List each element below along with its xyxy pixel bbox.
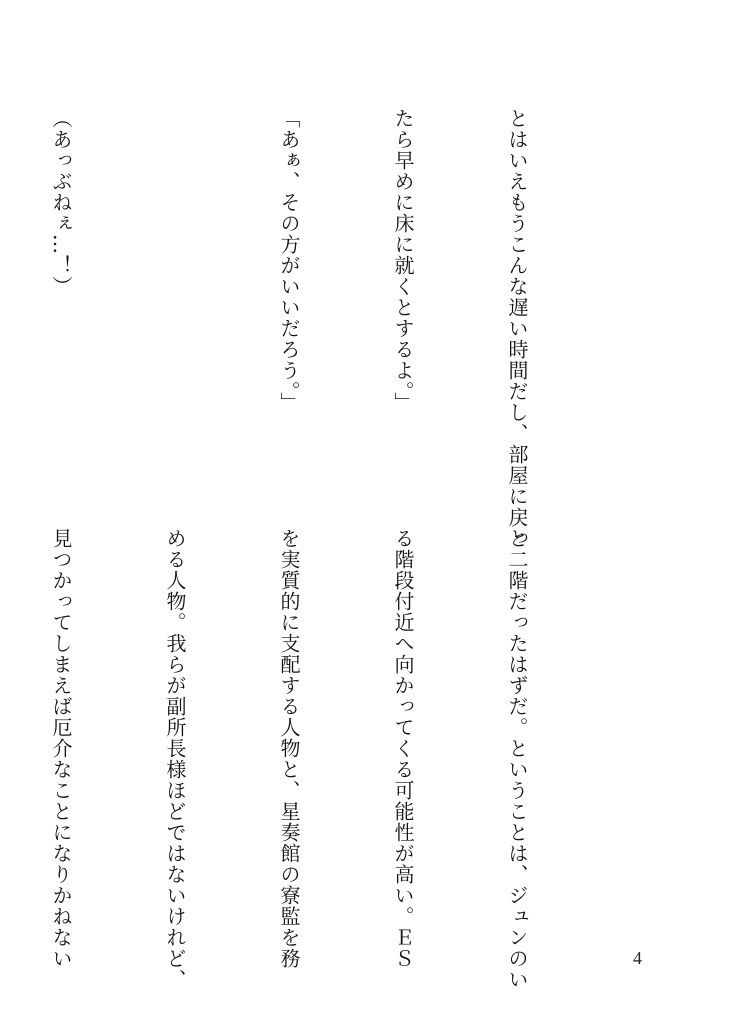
text-column: 「あぁ、その方がいいだろう。」 — [277, 108, 301, 413]
text-column: る階段付近へ向かってくる可能性が高い。ＥＳ — [391, 528, 415, 969]
text-column: 見つかってしまえば厄介なことになりかねない — [49, 528, 73, 969]
text-column: める人物。我らが副所長様ほどではないけれど、 — [163, 528, 187, 990]
page-number: 4 — [633, 948, 642, 968]
text-column: を実質的に支配する人物と、星奏館の寮監を務 — [277, 528, 301, 969]
upper-text-block — [0, 108, 612, 549]
text-column: たら早めに床に就くとするよ。」 — [391, 108, 415, 413]
text-column: とはいえもうこんな遅い時間だし、部屋に戻っ — [505, 108, 529, 549]
lower-text-block — [0, 528, 612, 990]
text-column: （あっぶねぇ…！） — [49, 108, 73, 297]
text-column: と二階だったはずだ。ということは、ジュンのい — [505, 528, 529, 990]
text-column — [156, 108, 194, 518]
